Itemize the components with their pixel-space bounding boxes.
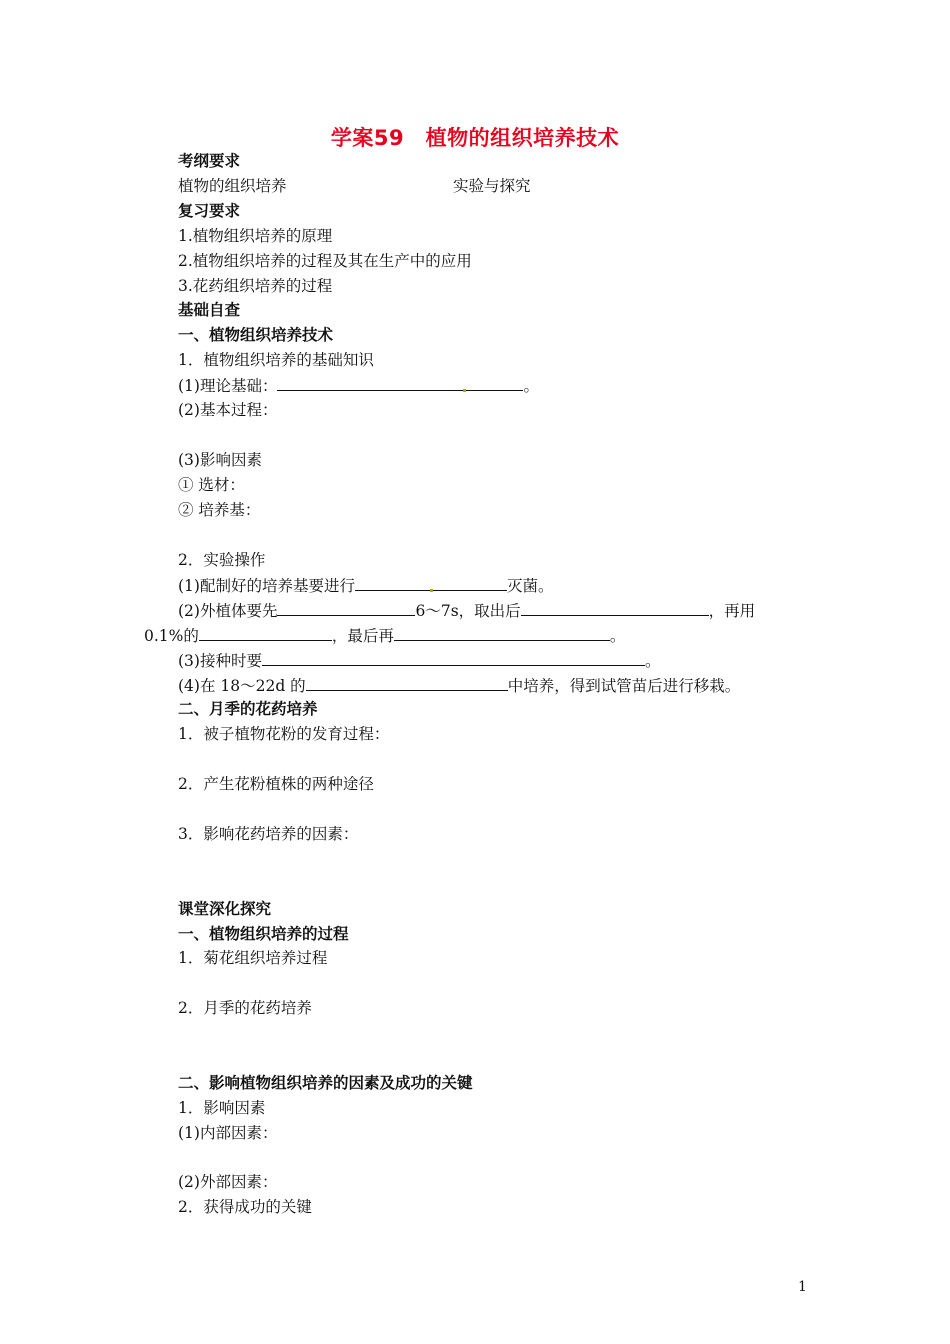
answer-blank: [521, 600, 709, 616]
section-heading: 二、影响植物组织培养的因素及成功的关键: [178, 1074, 473, 1092]
review-item: 1.植物组织培养的原理: [178, 227, 333, 245]
answer-blank: [355, 575, 507, 591]
inquiry-heading: 课堂深化探究: [178, 900, 272, 918]
operation-text: 。: [644, 652, 661, 670]
process-label: (2)基本过程：: [178, 401, 278, 419]
operation-text: (4)在 18～22d 的: [178, 677, 306, 695]
operation-text: (3)接种时要: [178, 652, 262, 670]
section-heading: 一、植物组织培养的过程: [178, 925, 349, 943]
operation-text: (1)配制好的培养基要进行: [178, 577, 355, 595]
syllabus-item: 植物的组织培养: [178, 177, 287, 195]
list-item: 2．获得成功的关键: [178, 1198, 312, 1216]
theory-line: [178, 375, 539, 396]
operation-text: 灭菌。: [506, 577, 554, 595]
review-item: 2.植物组织培养的过程及其在生产中的应用: [178, 252, 472, 270]
list-item: 1．被子植物花粉的发育过程：: [178, 725, 390, 743]
operation-line: [178, 600, 755, 621]
syllabus-type: 实验与探究: [453, 177, 531, 195]
operation-text: 中培养，得到试管苗后进行移栽。: [507, 677, 741, 695]
page-number: 1: [798, 1279, 807, 1295]
answer-blank: [262, 650, 645, 666]
list-item: 2．月季的花药培养: [178, 999, 312, 1017]
answer-blank: [277, 600, 415, 616]
list-item: 3．影响花药培养的因素：: [178, 825, 359, 843]
list-item: (2)外部因素：: [178, 1173, 278, 1191]
operation-text: ，最后再: [331, 627, 394, 645]
subsection-heading: 2．实验操作: [178, 551, 266, 569]
material-label: ① 选材：: [178, 476, 245, 494]
ink-dot: [430, 589, 433, 592]
page-title: 学案59 植物的组织培养技术: [330, 126, 620, 150]
answer-blank: [199, 625, 332, 641]
operation-line: [178, 575, 553, 596]
theory-end: 。: [523, 377, 539, 395]
syllabus-heading: 考纲要求: [178, 152, 241, 170]
answer-blank: [394, 625, 610, 641]
answer-blank: [277, 375, 523, 391]
basics-heading: 基础自查: [178, 301, 241, 319]
answer-blank: [306, 675, 508, 691]
factors-label: (3)影响因素: [178, 451, 262, 469]
section-heading: 二、月季的花药培养: [178, 700, 318, 718]
review-heading: 复习要求: [178, 202, 241, 220]
operation-text: 0.1%的: [144, 627, 199, 645]
operation-text: 6～7s，取出后: [415, 602, 521, 620]
medium-label: ② 培养基：: [178, 501, 261, 519]
subsection-heading: 1．植物组织培养的基础知识: [178, 351, 374, 369]
list-item: 1．影响因素: [178, 1099, 266, 1117]
list-item: 1．菊花组织培养过程: [178, 949, 328, 967]
list-item: 2．产生花粉植株的两种途径: [178, 775, 374, 793]
section-heading: 一、植物组织培养技术: [178, 326, 334, 344]
list-item: (1)内部因素：: [178, 1124, 278, 1142]
ink-dot: [463, 389, 466, 392]
operation-line: [144, 625, 625, 646]
theory-label: (1)理论基础：: [178, 377, 278, 395]
operation-line: [178, 650, 660, 671]
operation-line: [178, 675, 740, 696]
operation-text: ，再用: [708, 602, 756, 620]
operation-text: 。: [609, 627, 626, 645]
review-item: 3.花药组织培养的过程: [178, 277, 333, 295]
operation-text: (2)外植体要先: [178, 602, 278, 620]
